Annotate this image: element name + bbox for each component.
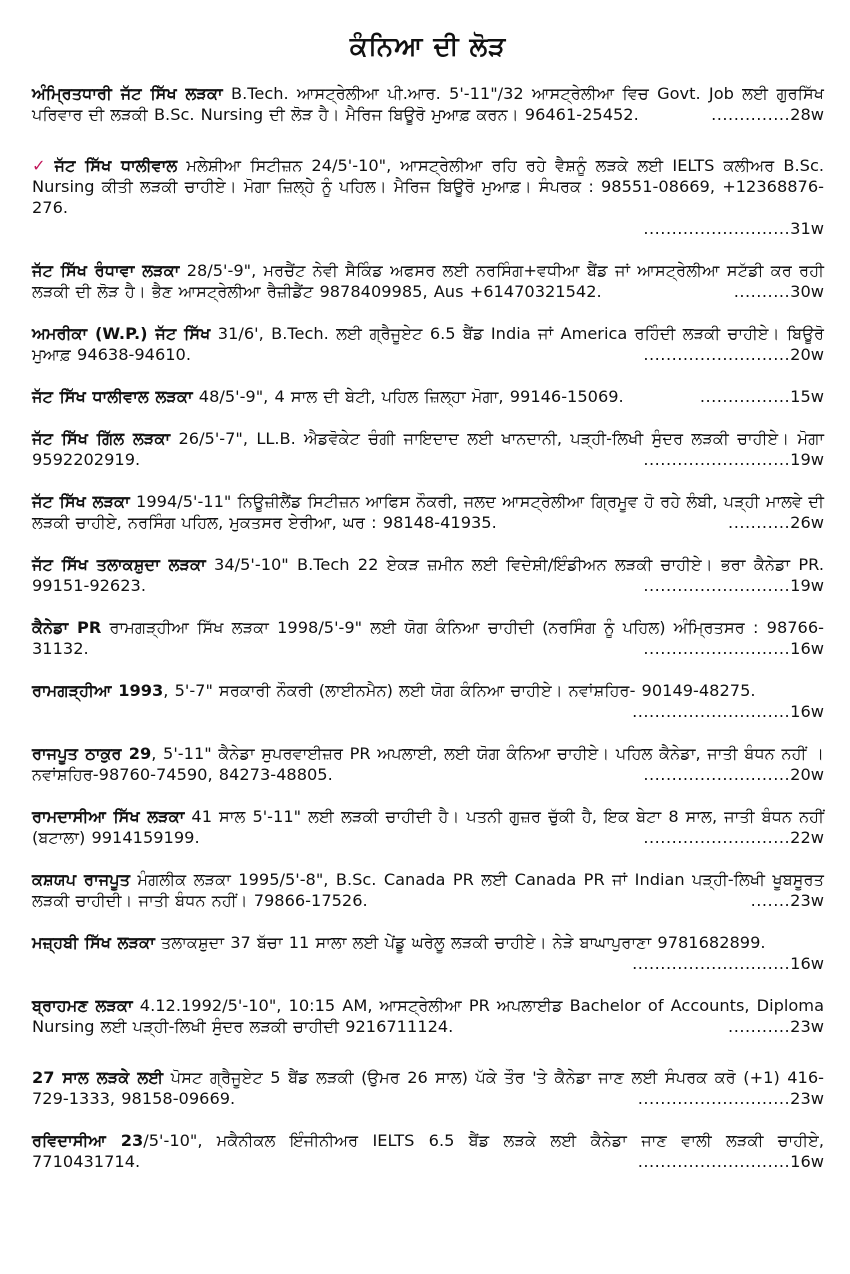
- ad-heading: ਰਾਮਗੜ੍ਹੀਆ 1993: [32, 681, 164, 700]
- ad-code: [643, 827, 824, 848]
- ad-code: [700, 386, 824, 407]
- ad-text: 31/6', B.Tech. ਲਈ ਗ੍ਰੈਜੂਏਟ 6.5 ਬੈਂਡ India ਜਾਂ America ਰਹਿੰਦੀ ਲੜਕੀ ਚਾਹੀਏ। ਬਿਊਰੋ ਮੁਆਫ਼ 94638-94610.: [32, 324, 825, 364]
- ad-heading: ਰਵਿਦਾਸੀਆ 23: [32, 1131, 144, 1150]
- leader-dots: ...........: [728, 1017, 791, 1036]
- ad-code-value: 16w: [790, 954, 824, 973]
- classified-ad: [32, 743, 824, 785]
- classified-ad: [32, 386, 824, 407]
- ad-code-value: 20w: [790, 765, 824, 784]
- ad-text: 28/5'-9", ਮਰਚੈਂਟ ਨੇਵੀ ਸੈਕਿੰਡ ਅਫਸਰ ਲਈ ਨਰਸਿੰਗ+ਵਧੀਆ ਬੈਂਡ ਜਾਂ ਆਸਟ੍ਰੇਲੀਆ ਸਟੱਡੀ ਕਰ ਰਹੀ ਲੜਕੀ ਦੀ ਲੋੜ ਹੈ। ਭੈਣ ਆਸਟ੍ਰੇਲੀਆ ਰੈਜ਼ੀਡੈਂਟ 9878409985, Aus +61470321542.: [32, 261, 825, 301]
- ad-text: ਮਲੇਸ਼ੀਆ ਸਿਟੀਜ਼ਨ 24/5'-10", ਆਸਟ੍ਰੇਲੀਆ ਰਹਿ ਰਹੇ ਵੈਸ਼ਨੂੰ ਲੜਕੇ ਲਈ IELTS ਕਲੀਅਰ B.Sc. Nursing ਕੀਤੀ ਲੜਕੀ ਚਾਹੀਏ। ਮੋਗਾ ਜ਼ਿਲ੍ਹੇ ਨੂੰ ਪਹਿਲ। ਮੈਰਿਜ ਬਿਊਰੋ ਮੁਆਫ਼। ਸੰਪਰਕ : 98551-08669, +12368876-276.: [32, 156, 824, 217]
- ad-heading: ਰਾਜਪੂਤ ਠਾਕੁਰ 29: [32, 744, 152, 763]
- ad-code-value: 23w: [790, 1017, 824, 1036]
- ad-text: 26/5'-7", LL.B. ਐਡਵੋਕੇਟ ਚੰਗੀ ਜਾਇਦਾਦ ਲਈ ਖਾਨਦਾਨੀ, ਪੜ੍ਹੀ-ਲਿਖੀ ਸੁੰਦਰ ਲੜਕੀ ਚਾਹੀਏ। ਮੋਗਾ 9592202919.: [32, 429, 824, 469]
- ad-text: 48/5'-9", 4 ਸਾਲ ਦੀ ਬੇਟੀ, ਪਹਿਲ ਜ਼ਿਲ੍ਹਾ ਮੋਗਾ, 99146-15069.: [192, 387, 624, 406]
- leader-dots: ..........................: [643, 450, 791, 469]
- ad-heading: ਜੱਟ ਸਿੱਖ ਤਲਾਕਸ਼ੁਦਾ ਲੜਕਾ: [32, 555, 206, 574]
- ad-text: ਤਲਾਕਸ਼ੁਦਾ 37 ਬੱਚਾ 11 ਸਾਲਾ ਲਈ ਪੇਂਡੂ ਘਰੇਲੂ ਲੜਕੀ ਚਾਹੀਏ। ਨੇੜੇ ਬਾਘਾਪੁਰਾਣਾ 9781682899.: [154, 933, 766, 952]
- ad-heading: ਕਸ਼ਯਪ ਰਾਜਪੂਤ: [32, 870, 131, 889]
- ad-code-value: 28w: [790, 105, 824, 124]
- ad-code: [643, 575, 824, 596]
- classified-ad: [32, 323, 824, 365]
- ad-heading: ਜੱਟ ਸਿੱਖ ਗਿੱਲ ਲੜਕਾ: [32, 429, 171, 448]
- ad-code-value: 19w: [790, 450, 824, 469]
- ad-code: [638, 1088, 824, 1109]
- ad-text: B.Tech. ਆਸਟ੍ਰੇਲੀਆ ਪੀ.ਆਰ. 5'-11"/32 ਆਸਟ੍ਰੇਲੀਆ ਵਿਚ Govt. Job ਲਈ ਗੁਰਸਿੱਖ ਪਰਿਵਾਰ ਦੀ ਲੜਕੀ B.Sc. Nursing ਦੀ ਲੋੜ ਹੈ। ਮੈਰਿਜ ਬਿਊਰੋ ਮੁਆਫ਼ ਕਰਨ। 96461-25452.: [32, 84, 824, 124]
- classified-ad: [32, 554, 824, 596]
- leader-dots: ................: [699, 387, 791, 406]
- leader-dots: ...........................: [637, 1089, 791, 1108]
- ad-text: ਪੋਸਟ ਗ੍ਰੈਜੂਏਟ 5 ਬੈਂਡ ਲੜਕੀ (ਉਮਰ 26 ਸਾਲ) ਪੱਕੇ ਤੌਰ 'ਤੇ ਕੈਨੇਡਾ ਜਾਣ ਲਈ ਸੰਪਰਕ ਕਰੋ (+1) 416-729-1333, 98158-09669.: [32, 1068, 824, 1108]
- checkmark-icon: ✓: [32, 156, 49, 175]
- leader-dots: ..........................: [643, 345, 791, 364]
- ad-code: [643, 449, 824, 470]
- ad-code: [32, 218, 824, 239]
- ad-code-value: 30w: [790, 282, 824, 301]
- ad-heading: ਮਜ਼੍ਹਬੀ ਸਿੱਖ ਲੜਕਾ: [32, 933, 155, 952]
- ad-code: [728, 1016, 824, 1037]
- ad-text: ਮੰਗਲੀਕ ਲੜਕਾ 1995/5'-8", B.Sc. Canada PR ਲਈ Canada PR ਜਾਂ Indian ਪੜ੍ਹੀ-ਲਿਖੀ ਖੂਬਸੂਰਤ ਲੜਕੀ ਚਾਹੀਦੀ। ਜਾਤੀ ਬੰਧਨ ਨਹੀਂ। 79866-17526.: [32, 870, 824, 910]
- leader-dots: ...........................: [637, 1152, 791, 1171]
- ad-text: 4.12.1992/5'-10", 10:15 AM, ਆਸਟ੍ਰੇਲੀਆ PR ਅਪਲਾਈਡ Bachelor of Accounts, Diploma Nursing ਲਈ ਪੜ੍ਹੀ-ਲਿਖੀ ਸੁੰਦਰ ਲੜਕੀ ਚਾਹੀਦੀ 9216711124.: [32, 996, 824, 1036]
- ad-heading: ਜੱਟ ਸਿੱਖ ਰੰਧਾਵਾ ਲੜਕਾ: [32, 261, 180, 280]
- ad-heading: ਜੱਟ ਸਿੱਖ ਧਾਲੀਵਾਲ: [54, 156, 178, 175]
- ad-code: [643, 638, 824, 659]
- ad-heading: ਕੈਨੇਡਾ PR: [32, 618, 102, 637]
- leader-dots: ..........................: [643, 576, 791, 595]
- ad-code-value: 22w: [790, 828, 824, 847]
- leader-dots: ..........................: [643, 828, 791, 847]
- classified-ad: [32, 428, 824, 470]
- ad-text: 1994/5'-11" ਨਿਊਜ਼ੀਲੈਂਡ ਸਿਟੀਜ਼ਨ ਆਫਿਸ ਨੌਕਰੀ, ਜਲਦ ਆਸਟ੍ਰੇਲੀਆ ਗ੍ਰਿਮੂਵ ਹੋ ਰਹੇ ਲੰਬੀ, ਪੜ੍ਹੀ ਮਾਲਵੇ ਦੀ ਲੜਕੀ ਚਾਹੀਏ, ਨਰਸਿੰਗ ਪਹਿਲ, ਮੁਕਤਸਰ ਏਰੀਆ, ਘਰ : 98148-41935.: [32, 492, 824, 532]
- classified-ad: [32, 155, 824, 239]
- ad-code-value: 31w: [790, 219, 824, 238]
- ad-heading: ਅੰਮ੍ਰਿਤਧਾਰੀ ਜੱਟ ਸਿੱਖ ਲੜਕਾ: [32, 84, 223, 103]
- ad-heading: ਜੱਟ ਸਿੱਖ ਲੜਕਾ: [32, 492, 130, 511]
- ad-code-value: 16w: [790, 639, 824, 658]
- leader-dots: ............................: [632, 702, 791, 721]
- ad-heading: ਬ੍ਰਾਹਮਣ ਲੜਕਾ: [32, 996, 133, 1015]
- ad-code: [751, 890, 824, 911]
- classified-list: [32, 83, 824, 1172]
- classified-ad: [32, 680, 824, 722]
- ad-heading: ਅਮਰੀਕਾ (W.P.) ਜੱਟ ਸਿੱਖ: [32, 324, 211, 343]
- classified-ad: [32, 1130, 824, 1172]
- classified-ad: [32, 1067, 824, 1109]
- leader-dots: ..........................: [643, 765, 791, 784]
- ad-heading: ਜੱਟ ਸਿੱਖ ਧਾਲੀਵਾਲ ਲੜਕਾ: [32, 387, 193, 406]
- classified-ad: [32, 806, 824, 848]
- ad-code-value: 19w: [790, 576, 824, 595]
- ad-code: [643, 764, 824, 785]
- ad-text: 34/5'-10" B.Tech 22 ਏਕੜ ਜ਼ਮੀਨ ਲਈ ਵਿਦੇਸ਼ੀ/ਇੰਡੀਅਨ ਲੜਕੀ ਚਾਹੀਏ। ਭਰਾ ਕੈਨੇਡਾ PR. 99151-92623.: [32, 555, 824, 595]
- leader-dots: ..........: [733, 282, 791, 301]
- ad-code: [643, 344, 824, 365]
- ad-code-value: 26w: [790, 513, 824, 532]
- ad-code: [711, 104, 824, 125]
- ad-heading: 27 ਸਾਲ ਲੜਕੇ ਲਈ: [32, 1068, 164, 1087]
- ad-text: , 5'-11" ਕੈਨੇਡਾ ਸੁਪਰਵਾਈਜ਼ਰ PR ਅਪਲਾਈ, ਲਈ ਯੋਗ ਕੰਨਿਆ ਚਾਹੀਏ। ਪਹਿਲ ਕੈਨੇਡਾ, ਜਾਤੀ ਬੰਧਨ ਨਹੀਂ । ਨਵਾਂਸ਼ਹਿਰ-98760-74590, 84273-48805.: [32, 744, 824, 784]
- ad-code: [728, 512, 824, 533]
- leader-dots: ..........................: [643, 639, 791, 658]
- classified-ad: [32, 260, 824, 302]
- ad-code-value: 23w: [790, 1089, 824, 1108]
- leader-dots: ..........................: [643, 219, 791, 238]
- leader-dots: ............................: [632, 954, 791, 973]
- ad-text: , 5'-7" ਸਰਕਾਰੀ ਨੌਕਰੀ (ਲਾਈਨਮੈਨ) ਲਈ ਯੋਗ ਕੰਨਿਆ ਚਾਹੀਏ। ਨਵਾਂਸ਼ਹਿਰ- 90149-48275.: [163, 681, 756, 700]
- classified-ad: [32, 617, 824, 659]
- ad-heading: ਰਾਮਦਾਸੀਆ ਸਿੱਖ ਲੜਕਾ: [32, 807, 185, 826]
- ad-code-value: 15w: [790, 387, 824, 406]
- classified-ad: [32, 995, 824, 1037]
- classified-ad: [32, 869, 824, 911]
- ad-text: /5'-10", ਮਕੈਨੀਕਲ ਇੰਜੀਨੀਅਰ IELTS 6.5 ਬੈਂਡ ਲੜਕੇ ਲਈ ਕੈਨੇਡਾ ਜਾਣ ਵਾਲੀ ਲੜਕੀ ਚਾਹੀਏ, 7710431714.: [32, 1131, 824, 1171]
- ad-text: 41 ਸਾਲ 5'-11" ਲਈ ਲੜਕੀ ਚਾਹੀਦੀ ਹੈ। ਪਤਨੀ ਗੁਜ਼ਰ ਚੁੱਕੀ ਹੈ, ਇਕ ਬੇਟਾ 8 ਸਾਲ, ਜਾਤੀ ਬੰਧਨ ਨਹੀਂ (ਬਟਾਲਾ) 9914159199.: [32, 807, 824, 847]
- ad-code-value: 16w: [790, 702, 824, 721]
- classified-ad: [32, 932, 824, 974]
- ad-code: [32, 953, 824, 974]
- leader-dots: .......: [750, 891, 791, 910]
- page-title: ਕੰਨਿਆ ਦੀ ਲੋੜ: [349, 32, 507, 62]
- ad-text: ਰਾਮਗੜ੍ਹੀਆ ਸਿੱਖ ਲੜਕਾ 1998/5'-9" ਲਈ ਯੋਗ ਕੰਨਿਆ ਚਾਹੀਦੀ (ਨਰਸਿੰਗ ਨੂੰ ਪਹਿਲ) ਅੰਮ੍ਰਿਤਸਰ : 98766-31132.: [32, 618, 824, 658]
- classified-ad: [32, 491, 824, 533]
- ad-code-value: 23w: [790, 891, 824, 910]
- classified-ad: [32, 83, 824, 125]
- leader-dots: ..............: [711, 105, 791, 124]
- ad-code-value: 16w: [790, 1152, 824, 1171]
- ad-code: [638, 1151, 824, 1172]
- leader-dots: ...........: [728, 513, 791, 532]
- ad-code: [32, 701, 824, 722]
- ad-code: [734, 281, 824, 302]
- ad-code-value: 20w: [790, 345, 824, 364]
